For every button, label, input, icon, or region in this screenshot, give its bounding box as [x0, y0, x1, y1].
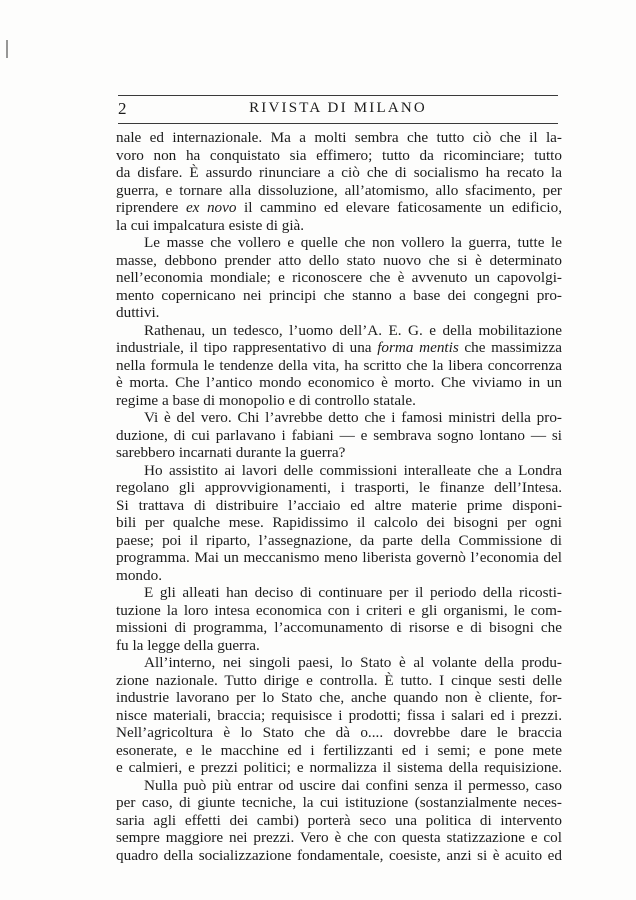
text-segment: riprendere	[116, 199, 186, 216]
text-line: zione nazionale. Tutto dirige e controlla. È tutto. I cinque sesti delle	[116, 671, 562, 689]
text-line: nella formula le tendenze della vita, ha scritto che la libera concorrenza	[116, 356, 562, 374]
text-line: duttivi.	[116, 304, 160, 321]
italic-phrase: ex novo	[185, 199, 237, 216]
text-line: nisce materiali, braccia; requisisce i prodotti; fissa i salari ed i prezzi.	[116, 706, 562, 724]
text-line	[116, 199, 562, 217]
text-line: fu la legge della guerra.	[116, 636, 260, 654]
text-line: bili per qualche mese. Rapidissimo il calcolo dei bisogni per ogni	[116, 514, 562, 531]
text-segment: il cammino ed elevare faticosamente un edificio,	[236, 199, 563, 216]
text-line: industrie lavorano per lo Stato che, anche quando non è cliente, for-	[116, 689, 562, 706]
body-text	[116, 129, 562, 864]
text-line: e calmieri, e prezzi politici; e normalizza il sistema della requisizione.	[116, 759, 562, 776]
text-line: quadro della socializzazione fondamentale, coesiste, anzi si è acuito ed	[116, 846, 562, 864]
text-line: Si trattava di distribuire l’acciaio ed altre materie prime disponi-	[116, 496, 562, 514]
text-line: regime a base di monopolio e di controllo statale.	[116, 391, 416, 409]
page-header	[118, 99, 558, 121]
margin-mark	[6, 40, 8, 58]
text-line: da disfare. È assurdo rinunciare a ciò che di socialismo ha recato la	[116, 164, 562, 181]
text-line: Le masse che vollero e quelle che non vollero la guerra, tutte le	[144, 234, 562, 251]
running-title: RIVISTA DI MILANO	[249, 100, 427, 116]
text-line: nale ed internazionale. Ma a molti sembra che tutto ciò che il la-	[116, 129, 562, 146]
text-line: esonerate, e le macchine ed i fertilizzanti ed i semi; e pone mete	[116, 741, 562, 759]
text-line: regolano gli approvvigionamenti, i trasporti, le finanze dell’Intesa.	[116, 479, 562, 496]
text-line: Nell’agricoltura è lo Stato che dà o.... dovrebbe dare le braccia	[116, 724, 562, 741]
italic-phrase: forma mentis	[377, 339, 459, 356]
header-rule-top	[118, 95, 558, 96]
text-line: paese; poi il riparto, l’assegnazione, da parte della Commissione di	[116, 531, 562, 549]
text-line: masse, debbono prender atto dello stato nuovo che si è determinato	[116, 251, 562, 269]
text-line: sempre maggiore nei prezzi. Vero è che con questa statizzazione e col	[116, 829, 562, 846]
text-line: sarebbero incarnati durante la guerra?	[116, 444, 346, 461]
text-line: voro non ha conquistato sia effimero; tutto da ricominciare; tutto	[116, 146, 562, 164]
text-segment: che massimizza	[458, 339, 562, 356]
text-line: per caso, di giunte tecniche, la cui istituzione (sostanzialmente neces-	[116, 794, 562, 811]
text-line: la cui impalcatura esiste di già.	[116, 216, 305, 234]
text-line: saria agli effetti dei cambi) porterà seco una politica di intervento	[116, 811, 562, 829]
text-line: Nulla può più entrar od uscire dai confini senza il permesso, caso	[144, 776, 562, 794]
text-line: programma. Mai un meccanismo meno liberista governò l’economia del	[116, 549, 562, 566]
text-line: è morta. Che l’antico mondo economico è morto. Che viviamo in un	[116, 374, 562, 391]
text-line: Vi è del vero. Chi l’avrebbe detto che i famosi ministri della pro-	[144, 409, 562, 426]
text-line: guerra, e tornare alla dissoluzione, all’atomismo, allo sfacimento, per	[116, 181, 562, 199]
text-line: mondo.	[116, 566, 162, 584]
text-segment: industriale, il tipo rappresentativo di una	[116, 339, 378, 356]
header-rule-bottom	[118, 123, 558, 124]
text-line: All’interno, nei singoli paesi, lo Stato è al volante della produ-	[144, 654, 562, 671]
text-line: Ho assistito ai lavori delle commissioni interalleate che a Londra	[144, 461, 562, 479]
text-line: missioni di programma, l’accomunamento di risorse e di bisogni che	[116, 619, 562, 636]
text-line: E gli alleati han deciso di continuare per il periodo della ricosti-	[144, 584, 562, 601]
text-line: duzione, di cui parlavano i fabiani — e sembrava sogno lontano — si	[116, 426, 562, 444]
text-line: nell’economia mondiale; e riconoscere che è avvenuto un capovolgi-	[116, 269, 562, 286]
page-number: 2	[118, 99, 127, 118]
text-line	[116, 339, 562, 357]
text-line: tuzione la loro intesa economica con i criteri e gli organismi, le com-	[116, 601, 562, 619]
text-line: mento copernicano nei principi che stanno a base dei congegni pro-	[116, 286, 562, 304]
text-line: Rathenau, un tedesco, l’uomo dell’A. E. G. e della mobilitazione	[144, 321, 562, 339]
